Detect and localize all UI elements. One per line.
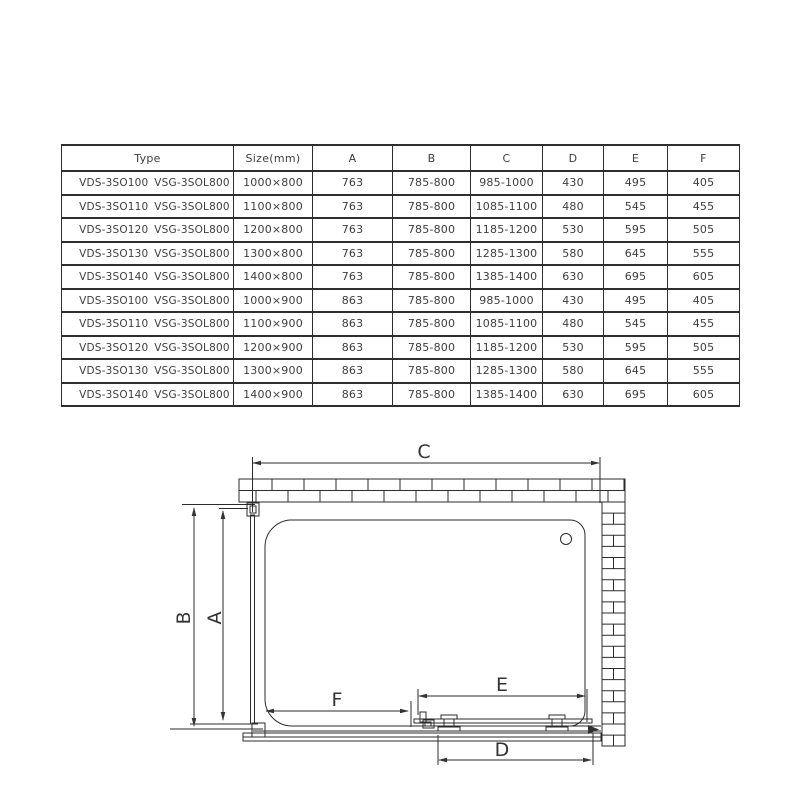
dim-label-a: A (204, 611, 226, 625)
column-header-f: F (668, 145, 740, 171)
f-cell: 605 (668, 265, 740, 289)
fixed-glass-panel (247, 503, 265, 737)
f-cell: 405 (668, 289, 740, 313)
dim-label-e: E (495, 674, 509, 696)
model-code-vds: VDS-3SO130 (79, 365, 149, 378)
size-cell: 1300×900 (234, 359, 313, 383)
wall-profile-bottom (252, 723, 265, 737)
b-cell: 785-800 (393, 265, 471, 289)
model-code-vds: VDS-3SO110 (79, 318, 149, 331)
b-cell: 785-800 (393, 383, 471, 407)
e-cell: 495 (604, 289, 668, 313)
model-code-vsg: VSG-3SOL800 (154, 224, 230, 237)
f-cell: 455 (668, 195, 740, 219)
model-code-vds: VDS-3SO130 (79, 247, 149, 260)
model-code-vsg: VSG-3SOL800 (154, 388, 230, 401)
model-code-vsg: VSG-3SOL800 (154, 271, 230, 284)
model-code-vds: VDS-3SO140 (79, 271, 149, 284)
dim-label-f: F (331, 689, 343, 711)
model-code-vsg: VSG-3SOL800 (154, 247, 230, 260)
d-cell: 580 (543, 242, 604, 266)
door-glass (414, 719, 592, 723)
a-cell: 863 (313, 289, 393, 313)
size-cell: 1300×800 (234, 242, 313, 266)
d-cell: 630 (543, 383, 604, 407)
c-cell: 1385-1400 (471, 265, 543, 289)
a-cell: 763 (313, 218, 393, 242)
a-cell: 863 (313, 336, 393, 360)
a-cell: 863 (313, 383, 393, 407)
model-code-vds: VDS-3SO100 (79, 177, 149, 190)
a-cell: 863 (313, 359, 393, 383)
right-wall (602, 502, 625, 746)
c-cell: 1185-1200 (471, 336, 543, 360)
b-cell: 785-800 (393, 171, 471, 195)
c-cell: 985-1000 (471, 171, 543, 195)
size-cell: 1400×800 (234, 265, 313, 289)
size-cell: 1400×900 (234, 383, 313, 407)
e-cell: 695 (604, 383, 668, 407)
column-header-b: B (393, 145, 471, 171)
c-cell: 985-1000 (471, 289, 543, 313)
f-cell: 505 (668, 218, 740, 242)
size-cell: 1100×900 (234, 312, 313, 336)
c-cell: 1185-1200 (471, 218, 543, 242)
d-cell: 430 (543, 171, 604, 195)
e-cell: 645 (604, 242, 668, 266)
d-cell: 480 (543, 312, 604, 336)
model-code-vsg: VSG-3SOL800 (154, 200, 230, 213)
size-cell: 1100×800 (234, 195, 313, 219)
b-cell: 785-800 (393, 336, 471, 360)
b-cell: 785-800 (393, 195, 471, 219)
e-cell: 545 (604, 195, 668, 219)
f-cell: 405 (668, 171, 740, 195)
dim-label-c: C (417, 441, 431, 463)
top-wall (239, 479, 625, 502)
d-cell: 630 (543, 265, 604, 289)
e-cell: 495 (604, 171, 668, 195)
model-code-vsg: VSG-3SOL800 (154, 365, 230, 378)
f-cell: 505 (668, 336, 740, 360)
d-cell: 430 (543, 289, 604, 313)
b-cell: 785-800 (393, 312, 471, 336)
a-cell: 763 (313, 195, 393, 219)
size-cell: 1000×800 (234, 171, 313, 195)
column-header-type: Type (62, 145, 234, 171)
e-cell: 645 (604, 359, 668, 383)
d-cell: 580 (543, 359, 604, 383)
model-code-vds: VDS-3SO100 (79, 294, 149, 307)
f-cell: 455 (668, 312, 740, 336)
model-code-vds: VDS-3SO120 (79, 224, 149, 237)
model-code-vds: VDS-3SO110 (79, 200, 149, 213)
model-code-vsg: VSG-3SOL800 (154, 341, 230, 354)
e-cell: 545 (604, 312, 668, 336)
e-cell: 595 (604, 218, 668, 242)
a-cell: 763 (313, 242, 393, 266)
e-cell: 695 (604, 265, 668, 289)
c-cell: 1085-1100 (471, 195, 543, 219)
d-cell: 530 (543, 218, 604, 242)
d-cell: 530 (543, 336, 604, 360)
b-cell: 785-800 (393, 218, 471, 242)
a-cell: 863 (313, 312, 393, 336)
f-cell: 555 (668, 359, 740, 383)
column-header-a: A (313, 145, 393, 171)
b-cell: 785-800 (393, 242, 471, 266)
c-cell: 1385-1400 (471, 383, 543, 407)
f-cell: 605 (668, 383, 740, 407)
size-cell: 1200×800 (234, 218, 313, 242)
d-cell: 480 (543, 195, 604, 219)
drain-hole (561, 534, 572, 545)
column-header-sizemm: Size(mm) (234, 145, 313, 171)
column-header-d: D (543, 145, 604, 171)
right-wall-bricks (602, 513, 625, 746)
e-cell: 595 (604, 336, 668, 360)
column-header-e: E (604, 145, 668, 171)
model-code-vsg: VSG-3SOL800 (154, 177, 230, 190)
model-code-vds: VDS-3SO120 (79, 341, 149, 354)
column-header-c: C (471, 145, 543, 171)
size-cell: 1000×900 (234, 289, 313, 313)
a-cell: 763 (313, 265, 393, 289)
dim-label-b: B (173, 611, 195, 625)
c-cell: 1085-1100 (471, 312, 543, 336)
top-wall-bricks (239, 479, 625, 502)
c-cell: 1285-1300 (471, 359, 543, 383)
dim-label-d: D (494, 739, 510, 761)
b-cell: 785-800 (393, 359, 471, 383)
model-code-vds: VDS-3SO140 (79, 388, 149, 401)
f-cell: 555 (668, 242, 740, 266)
model-code-vsg: VSG-3SOL800 (154, 318, 230, 331)
c-cell: 1285-1300 (471, 242, 543, 266)
size-cell: 1200×900 (234, 336, 313, 360)
model-code-vsg: VSG-3SOL800 (154, 294, 230, 307)
a-cell: 763 (313, 171, 393, 195)
b-cell: 785-800 (393, 289, 471, 313)
